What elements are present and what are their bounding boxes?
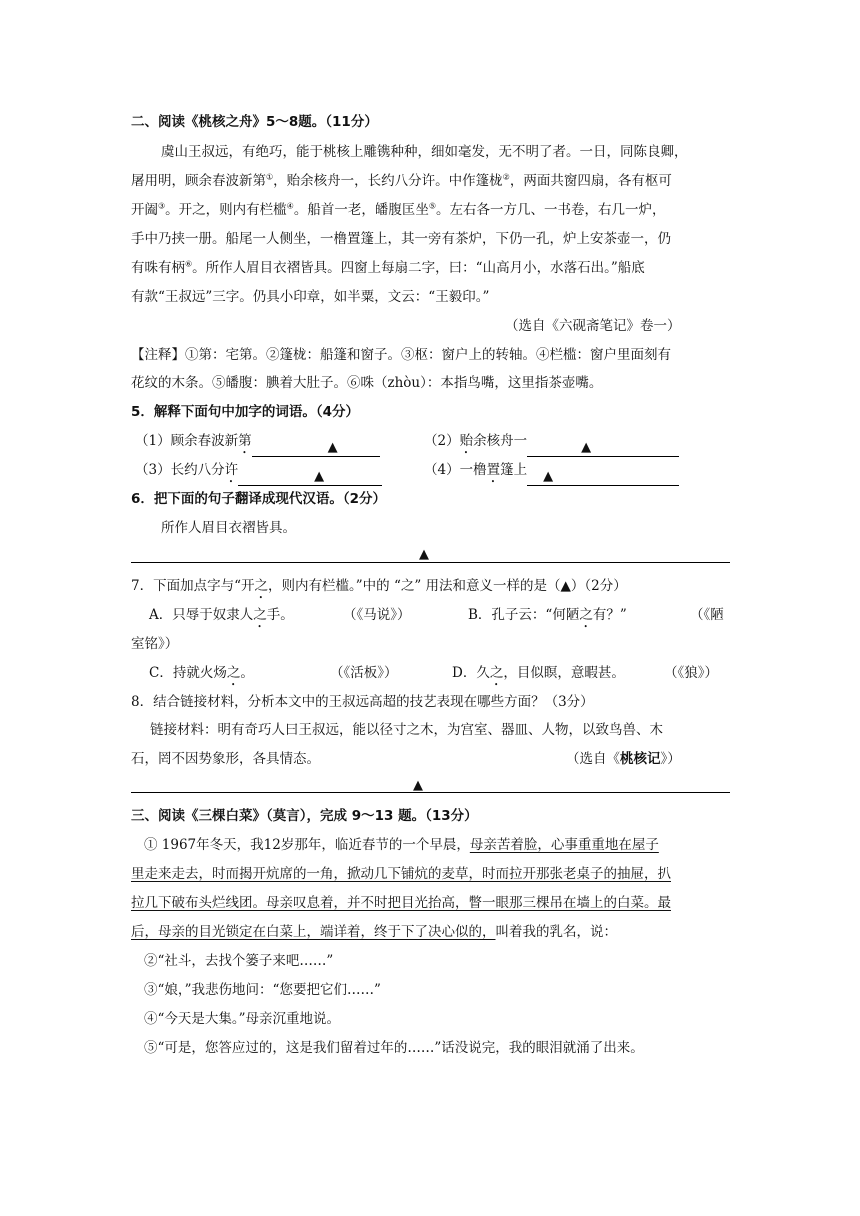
- q8-material-source: （选自《桃核记》）: [566, 751, 681, 767]
- q7-option-d-source: （《狼》）: [664, 665, 718, 681]
- passage-line-4: 手中乃挟一册。船尾一人侧坐，一橹置篷上，其一旁有茶炉，下仍一孔，炉上安茶壶一，仍: [131, 231, 671, 247]
- q8-material-line-2: 石，罔不因势象形，各具情态。: [131, 751, 320, 767]
- story-p3: ③“娘，”我悲伤地问：“您要把它们……”: [144, 982, 381, 998]
- notes-line-2: 花纹的木条。⑤皤腹：腆着大肚子。⑥咮（zhòu）：本指鸟嘴，这里指茶壶嘴。: [131, 375, 603, 391]
- story-p1-line-1: ① 1967年冬天，我12岁那年，临近春节的一个早晨，母亲苦着脸，心事重重地在屋子: [144, 837, 659, 853]
- answer-blank[interactable]: ▲: [252, 440, 380, 457]
- story-p1-line-2: 里走来走去，时而揭开炕席的一角，掀动几下铺炕的麦草，时而拉开那张老桌子的抽屉，扒: [131, 866, 671, 882]
- q7-option-d: D．久之，目似瞑，意暇甚。: [452, 665, 625, 681]
- passage-source: （选自《六砚斋笔记》卷一）: [505, 318, 681, 334]
- answer-line[interactable]: [131, 562, 730, 563]
- answer-marker: ▲: [419, 547, 429, 562]
- answer-marker: ▲: [413, 778, 423, 793]
- answer-blank[interactable]: ▲: [238, 469, 382, 486]
- answer-blank[interactable]: ▲: [527, 440, 679, 457]
- answer-blank[interactable]: ▲: [527, 469, 679, 486]
- q6-sentence: 所作人眉目衣褶皆具。: [161, 520, 296, 536]
- q5-item-3: （3）长约八分许 ▲: [135, 460, 382, 486]
- q5-item-4: （4）一橹置篷上 ▲: [424, 460, 679, 486]
- q7-option-b: B．孔子云：“何陋之有？”: [468, 607, 627, 623]
- q7-option-c: C．持就火炀之。: [149, 665, 254, 681]
- passage-line-5: 有咮有柄⑥。所作人眉目衣褶皆具。四窗上每扇二字，曰：“山高月小，水落石出。”船底: [131, 259, 645, 276]
- answer-line[interactable]: [131, 792, 730, 793]
- q8-material-line-1: 链接材料：明有奇巧人曰王叔远，能以径寸之木，为宫室、器皿、人物，以致鸟兽、木: [150, 722, 663, 738]
- passage-line-3: 开阖③。开之，则内有栏槛④。船首一老，皤腹匡坐⑤。左右各一方几、一书卷，右几一炉，: [131, 201, 666, 218]
- section2-heading: 二、阅读《桃核之舟》5～8题。（11分）: [131, 114, 378, 130]
- q7-option-a-source: （《马说》）: [343, 607, 411, 623]
- q7-option-b-source: （《陋: [690, 607, 724, 623]
- story-p1-line-3: 拉几下破布头烂线团。母亲叹息着，并不时把目光抬高，瞥一眼那三棵吊在墙上的白菜。最: [131, 895, 671, 911]
- story-p2: ②“社斗，去找个篓子来吧……”: [144, 953, 334, 969]
- q8-stem: 8．结合链接材料，分析本文中的王叔远高超的技艺表现在哪些方面？（3分）: [131, 694, 594, 710]
- q7-option-a: A．只辱于奴隶人之手。: [149, 607, 294, 623]
- q5-item-1: （1）顾余春波新第 ▲: [135, 431, 380, 457]
- q6-stem: 6．把下面的句子翻译成现代汉语。（2分）: [131, 491, 387, 507]
- q7-stem: 7．下面加点字与“开之，则内有栏槛。”中的 “之” 用法和意义一样的是（▲）（2分）: [131, 578, 627, 594]
- q7-option-c-source: （《活板》）: [330, 665, 398, 681]
- passage-line-2: 屠用明，顾余春波新第①，贻余核舟一，长约八分许。中作篷栊②，两面共窗四扇，各有枢可: [131, 172, 672, 189]
- q5-stem: 5．解释下面句中加字的词语。（4分）: [131, 404, 360, 420]
- story-p1-line-4: 后，母亲的目光锁定在白菜上，端详着，终于下了决心似的，叫着我的乳名，说：: [131, 924, 617, 940]
- section3-heading: 三、阅读《三棵白菜》（莫言），完成 9～13 题。（13分）: [131, 808, 478, 824]
- q5-item-2: （2）贻余核舟一 ▲: [424, 431, 679, 457]
- notes-line-1: 【注释】①第：宅第。②篷栊：船篷和窗子。③枢：窗户上的转轴。④栏槛：窗户里面刻有: [131, 347, 671, 363]
- q7-option-b-source-cont: 室铭》）: [131, 636, 179, 652]
- passage-line-1: 虞山王叔远，有绝巧，能于桃核上雕镌种种，细如毫发，无不明了者。一日，同陈良卿，: [161, 144, 688, 160]
- story-p4: ④“今天是大集。”母亲沉重地说。: [144, 1011, 341, 1027]
- passage-line-6: 有款“王叔远”三字。仍具小印章，如半粟，文云：“王毅印。”: [131, 289, 490, 305]
- story-p5: ⑤“可是，您答应过的，这是我们留着过年的……”话没说完，我的眼泪就涌了出来。: [144, 1040, 644, 1056]
